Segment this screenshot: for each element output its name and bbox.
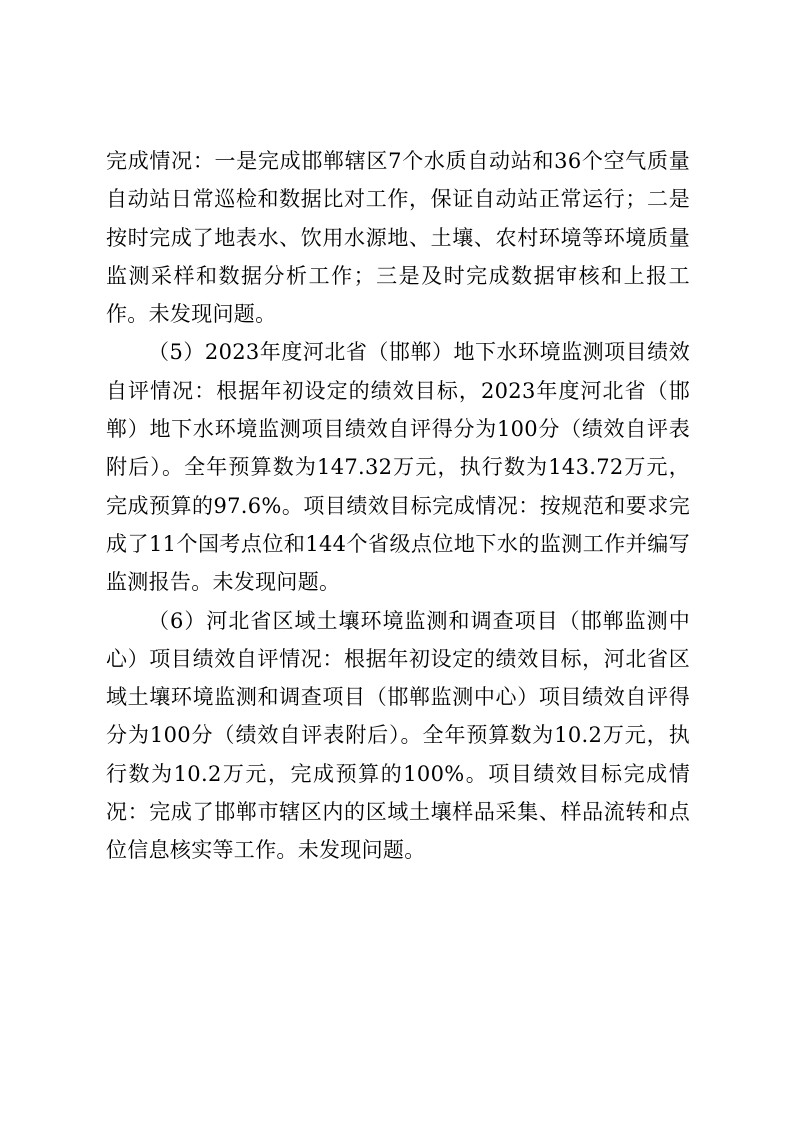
paragraph-completion-status: 完成情况：一是完成邯郸辖区7个水质自动站和36个空气质量自动站日常巡检和数据比对工作，保证自动站正常运行；二是按时完成了地表水、饮用水源地、土壤、农村环境等环境质量监测采样和数据分析工作；三是及时完成数据审核和上报工作。未发现问题。 [106,149,690,327]
paragraph-soil-project: （6）河北省区域土壤环境监测和调查项目（邯郸监测中心）项目绩效自评情况：根据年初设定的绩效目标，河北省区域土壤环境监测和调查项目（邯郸监测中心）项目绩效自评得分为100分（绩效自评表附后）。全年预算数为10.2万元，执行数为10.2万元，完成预算的100%。项目绩效目标完成情况：完成了邯郸市辖区内的区域土壤样品采集、样品流转和点位信息核实等工作。未发现问题。 [106,608,690,863]
paragraph-groundwater-project: （5）2023年度河北省（邯郸）地下水环境监测项目绩效自评情况：根据年初设定的绩效目标，2023年度河北省（邯郸）地下水环境监测项目绩效自评得分为100分（绩效自评表附后）。全年预算数为147.32万元，执行数为143.72万元，完成预算的97.6%。项目绩效目标完成情况：按规范和要求完成了11个国考点位和144个省级点位地下水的监测工作并编写监测报告。未发现问题。 [106,340,690,595]
document-body [106,142,690,870]
